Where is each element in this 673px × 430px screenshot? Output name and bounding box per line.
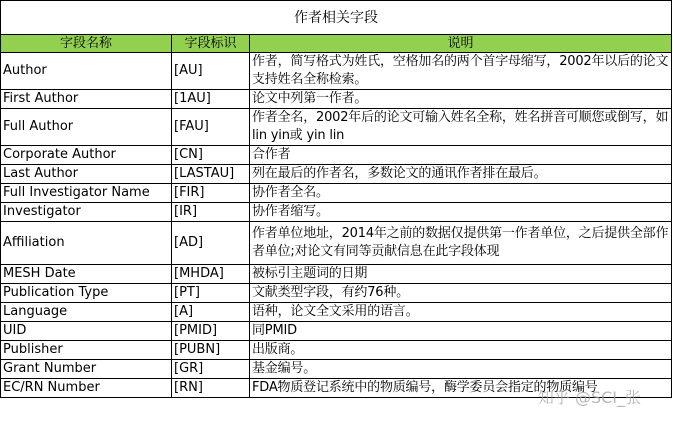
table-row <box>1 203 672 222</box>
field-description: 作者全名，2002年后的论文可输入姓名全称，姓名拼音可顺您或倒写，如 lin yin或 yin lin <box>250 109 672 146</box>
table-row <box>1 341 672 360</box>
table-row <box>1 360 672 379</box>
field-tag: [FAU] <box>172 109 250 146</box>
field-name: Language <box>1 303 172 322</box>
field-tag: [AU] <box>172 53 250 90</box>
field-name: Full Author <box>1 109 172 146</box>
table-row <box>1 90 672 109</box>
table-row <box>1 284 672 303</box>
table-row <box>1 165 672 184</box>
field-name: Publication Type <box>1 284 172 303</box>
field-description: 被标引主题词的日期 <box>250 265 672 284</box>
field-tag: [FIR] <box>172 184 250 203</box>
field-description: 协作者全名。 <box>250 184 672 203</box>
header-field-name: 字段名称 <box>1 35 172 53</box>
field-name: Publisher <box>1 341 172 360</box>
table-row <box>1 184 672 203</box>
field-description: 出版商。 <box>250 341 672 360</box>
field-name: Investigator <box>1 203 172 222</box>
field-description: 同PMID <box>250 322 672 341</box>
field-description: 基金编号。 <box>250 360 672 379</box>
header-description: 说明 <box>250 35 672 53</box>
field-tag: [LASTAU] <box>172 165 250 184</box>
table-row <box>1 53 672 90</box>
table-row <box>1 322 672 341</box>
table-row <box>1 109 672 146</box>
field-tag: [PUBN] <box>172 341 250 360</box>
field-tag: [A] <box>172 303 250 322</box>
zhihu-watermark: 知乎 @SCI_张 <box>537 388 641 407</box>
field-description: 论文中列第一作者。 <box>250 90 672 109</box>
field-name: UID <box>1 322 172 341</box>
field-name: Affiliation <box>1 222 172 265</box>
field-name: MESH Date <box>1 265 172 284</box>
table-header-row <box>1 35 672 53</box>
field-description: 作者，简写格式为姓氏，空格加名的两个首字母缩写，2002年以后的论文支持姓名全称检索。 <box>250 53 672 90</box>
field-tag: [PMID] <box>172 322 250 341</box>
field-description: 合作者 <box>250 146 672 165</box>
header-field-tag: 字段标识 <box>172 35 250 53</box>
field-description: 文献类型字段，有约76种。 <box>250 284 672 303</box>
field-tag: [MHDA] <box>172 265 250 284</box>
field-name: EC/RN Number <box>1 379 172 398</box>
field-tag: [AD] <box>172 222 250 265</box>
field-description: 列在最后的作者名，多数论文的通讯作者排在最后。 <box>250 165 672 184</box>
field-description: 作者单位地址，2014年之前的数据仅提供第一作者单位，之后提供全部作者单位;对论文有同等贡献信息在此字段体现 <box>250 222 672 265</box>
field-name: Corporate Author <box>1 146 172 165</box>
table-row <box>1 265 672 284</box>
field-tag: [GR] <box>172 360 250 379</box>
table-row <box>1 146 672 165</box>
table-title: 作者相关字段 <box>1 1 672 35</box>
table-row <box>1 222 672 265</box>
field-tag: [IR] <box>172 203 250 222</box>
field-name: Author <box>1 53 172 90</box>
field-name: First Author <box>1 90 172 109</box>
table-row <box>1 303 672 322</box>
field-name: Grant Number <box>1 360 172 379</box>
field-name: Last Author <box>1 165 172 184</box>
field-tag: [PT] <box>172 284 250 303</box>
field-tag: [1AU] <box>172 90 250 109</box>
field-tag: [CN] <box>172 146 250 165</box>
field-name: Full Investigator Name <box>1 184 172 203</box>
field-description: 语种，论文全文采用的语言。 <box>250 303 672 322</box>
table-title-row <box>1 1 672 35</box>
table-row <box>1 379 672 398</box>
field-description: 协作者缩写。 <box>250 203 672 222</box>
field-tag: [RN] <box>172 379 250 398</box>
field-description: FDA物质登记系统中的物质编号，酶学委员会指定的物质编号 <box>250 379 672 398</box>
